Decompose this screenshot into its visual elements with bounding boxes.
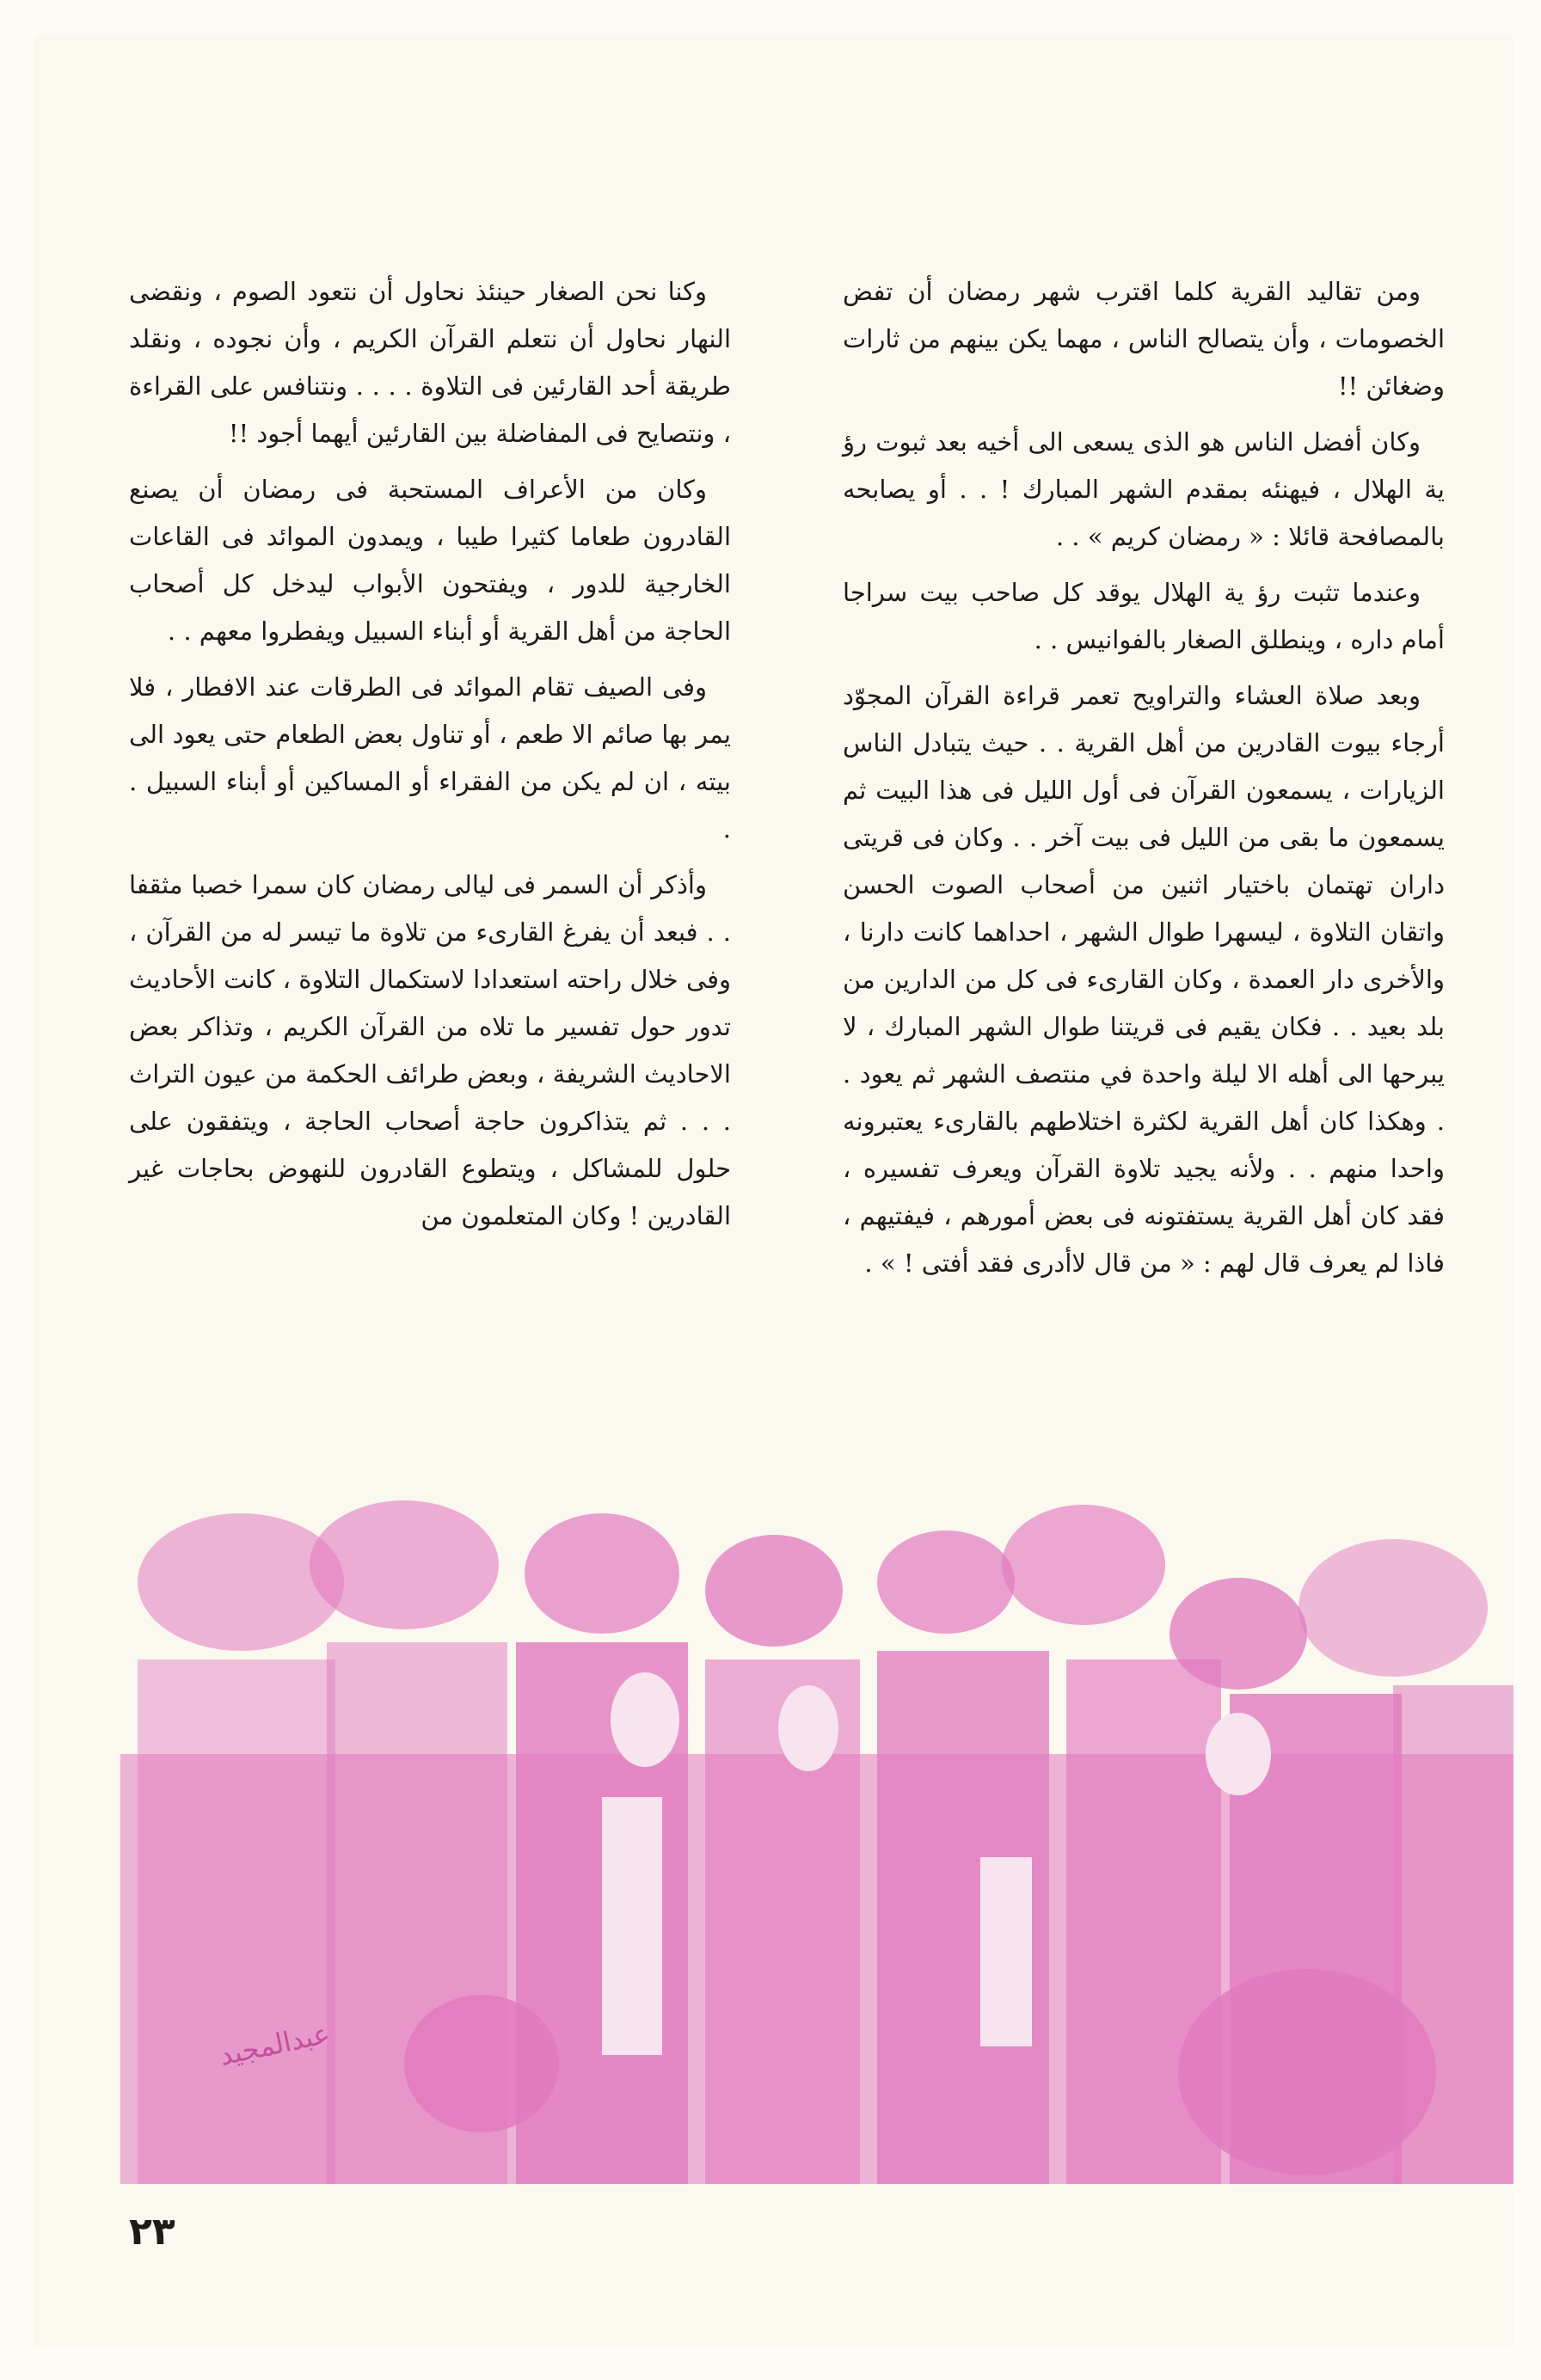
- paragraph: ومن تقاليد القرية كلما اقترب شهر رمضان أن تفض الخصومات ، وأن يتصالح الناس ، مهما يكن بينهم من ثارات وضغائن !!: [843, 277, 1445, 401]
- crowd-illustration: [120, 1470, 1513, 2184]
- paragraph: وكنا نحن الصغار حينئذ نحاول أن نتعود الصوم ، ونقضى النهار نحاول أن نتعلم القرآن الكريم ، وأن نجوده ، ونقلد طريقة أحد القارئين فى التلاوة . . . . ونتنافس على القراءة ، ونتصايح فى المفاضلة بين القارئين أيهما أجود !!: [129, 277, 731, 448]
- illustration-ink: [120, 1500, 1513, 2184]
- page-number: ٢٣: [129, 2210, 175, 2254]
- left-column: [129, 268, 731, 1248]
- paragraph: وكان أفضل الناس هو الذى يسعى الى أخيه بعد ثبوت رؤ ية الهلال ، فيهنئه بمقدم الشهر المبارك ! . . أو يصابحه بالمصافحة قائلا : « رمضان كريم » . .: [843, 427, 1445, 551]
- paragraph: وبعد صلاة العشاء والتراويح تعمر قراءة القرآن المجوّد أرجاء بيوت القادرين من أهل القرية . . حيث يتبادل الناس الزيارات ، يسمعون القرآن فى أول الليل فى هذا البيت ثم يسمعون ما بقى من الليل فى بيت آخر . . وكان فى قريتى داران تهتمان باختيار اثنين من أصحاب الصوت الحسن واتقان التلاوة ، ليسهرا طوال الشهر ، احداهما كانت دارنا ، والأخرى دار العمدة ، وكان القارىء فى كل من الدارين من بلد بعيد . . فكان يقيم فى قريتنا طوال الشهر المبارك ، لا يبرحها الى أهله الا ليلة واحدة في منتصف الشهر ثم يعود . . وهكذا كان أهل القرية لكثرة اختلاطهم بالقارىء يعتبرونه واحدا منهم . . ولأنه يجيد تلاوة القرآن ويعرف تفسيره ، فقد كان أهل القرية يستفتونه فى بعض أمورهم ، فيفتيهم ، فاذا لم يعرف قال لهم : « من قال لاأدرى فقد أفتى ! » .: [843, 681, 1445, 1278]
- illustration-drawing: [120, 1470, 1513, 2184]
- article-body: [129, 268, 1445, 1472]
- paragraph: وفى الصيف تقام الموائد فى الطرقات عند الافطار ، فلا يمر بها صائم الا طعم ، أو تناول بعض الطعام حتى يعود الى بيته ، ان لم يكن من الفقراء أو المساكين أو أبناء السبيل . .: [129, 672, 731, 843]
- paragraph: وعندما تثبت رؤ ية الهلال يوقد كل صاحب بيت سراجا أمام داره ، وينطلق الصغار بالفوانيس . .: [843, 578, 1445, 654]
- artist-signature: عبدالمجيد: [216, 2016, 333, 2072]
- right-column: [843, 268, 1445, 1296]
- paragraph: وكان من الأعراف المستحبة فى رمضان أن يصنع القادرون طعاما كثيرا طيبا ، ويمدون الموائد فى القاعات الخارجية للدور ، ويفتحون الأبواب ليدخل كل أصحاب الحاجة من أهل القرية أو أبناء السبيل ويفطروا معهم . .: [129, 475, 731, 646]
- paragraph: وأذكر أن السمر فى ليالى رمضان كان سمرا خصبا مثقفا . . فبعد أن يفرغ القارىء من تلاوة ما تيسر له من القرآن ، وفى خلال راحته استعدادا لاستكمال التلاوة ، كانت الأحاديث تدور حول تفسير ما تلاه من القرآن الكريم ، وتذاكر بعض الاحاديث الشريفة ، وبعض طرائف الحكمة من عيون التراث . . . ثم يتذاكرون حاجة أصحاب الحاجة ، ويتفقون على حلول للمشاكل ، ويتطوع القادرون للنهوض بحاجات غير القادرين ! وكان المتعلمون من: [129, 870, 731, 1230]
